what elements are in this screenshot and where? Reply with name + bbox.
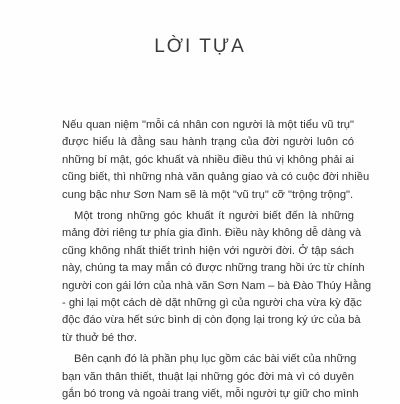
- paragraph-1: [62, 117, 370, 204]
- preface-body: [62, 117, 372, 404]
- text-line: cũng không nhất thiết trình hiện với người đời. Ở tập sách: [62, 244, 354, 257]
- text-line: được hiểu là đằng sau hành trạng của đời người luôn có: [62, 136, 354, 149]
- text-line: mảng đời riêng tư phía gia đình. Điều này không dễ dàng và: [62, 227, 362, 240]
- text-line: độc đáo vừa hết sức bình dị còn đọng lại trong ký ức của bà: [62, 314, 361, 327]
- text-line: này, chúng ta may mắn có được những trang hồi ức từ chính: [62, 262, 365, 275]
- text-line: cung bậc như Sơn Nam sẽ là một "vũ trụ" cỡ "trộng trộng".: [62, 188, 354, 201]
- text-line: những bí mật, góc khuất và nhiều điều thú vị không phải ai: [62, 153, 354, 166]
- text-line: Bên cạnh đó là phần phụ lục gồm các bài viết của những: [74, 353, 357, 366]
- text-line: Nếu quan niệm "mỗi cá nhân con người là một tiểu vũ trụ": [62, 119, 354, 131]
- paragraph-3: [62, 351, 359, 403]
- text-line: người con gái lớn của nhà văn Sơn Nam – bà Đào Thúy Hằng: [62, 279, 372, 292]
- page-title: LỜI TỰA: [154, 36, 246, 57]
- text-line: - ghi lại một cách dè dặt những gì của người cha vừa kỳ đặc: [62, 297, 362, 310]
- paragraph-2: [62, 208, 372, 347]
- text-line: gắn bó trong và ngoài trang viết, mỗi người tự giữ cho mình: [62, 388, 359, 401]
- text-line: bạn văn thân thiết, thuật lại những góc đời mà vì có duyên: [62, 370, 354, 383]
- text-line: Một trong những góc khuất ít người biết đến là những: [74, 210, 354, 223]
- text-line: cũng biết, thì những nhà văn quảng giao và có cuộc đời nhiều: [62, 171, 370, 184]
- text-line: từ thuở bé thơ.: [62, 331, 138, 344]
